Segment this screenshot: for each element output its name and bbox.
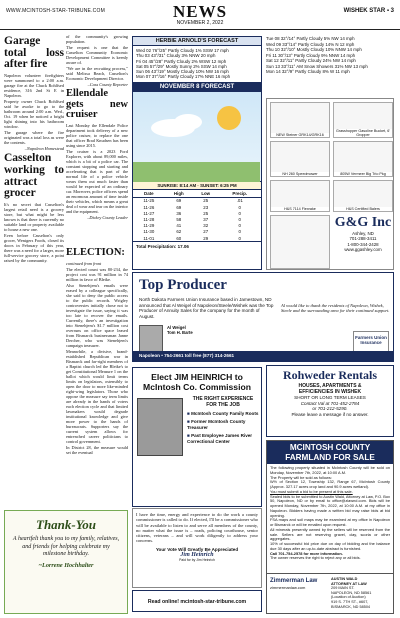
column-header: Precip. <box>218 190 261 198</box>
gg-phone: 1-800-344-2428 <box>347 241 379 247</box>
table-cell: 0 <box>238 216 241 222</box>
table-cell: 25 <box>203 210 209 216</box>
table-cell: 62 <box>176 229 182 235</box>
table-cell: 0 <box>238 204 241 210</box>
headline-casselton: Casselton working to attract grocer <box>4 152 64 200</box>
column-2 <box>66 246 128 506</box>
story-paragraph: Napoleon volunteer firefighters were summoned to a 2:00 a.m. garage fire at the Chuck Rohlfsed residence, 316 2nd St E in Napoleon. <box>4 73 64 99</box>
farmland-sale-ad <box>266 440 394 614</box>
ground-icon <box>133 162 260 182</box>
table-cell: .01 <box>236 198 243 204</box>
machine-photo: NEW Steiner GRK14/GRK16 <box>270 102 330 138</box>
forecast-day: Sun 13 33°/11° AM Snow Showers 31% NW 13 mph <box>266 63 368 69</box>
top-producer-text: North Dakota Farmers Union Insurance based in Jamestown, ND announced that Al Weigel of Napoleon/Steele/Wishek was the Top Producer of Annuity Sales for the company for the month of August. <box>139 297 274 319</box>
farmland-footer <box>267 573 393 613</box>
rentals-note: Please leave a message if no answer. <box>291 411 369 417</box>
elect-bullet: ■ Former McIntosh County Treasurer <box>187 419 259 430</box>
continued-note: continued from front <box>66 260 102 266</box>
producer-caption: Al Weigel Tom H. Barte <box>167 325 193 335</box>
machine-photo: NH 260 Speedmower <box>270 141 330 177</box>
forecast-day: Sun 06 43°/19° Mostly Cloudy 10% NW 16 mph <box>136 69 229 75</box>
statement-signature: Jim Heinrich <box>180 551 214 558</box>
zimmerman-logo: Zimmerman Law zimmermanlaw.com <box>270 578 318 590</box>
story-paragraph: Meanwhile, a divisive, brand-established Republican war in Bismarck and far-right members of a Baptist church led the Bleike's to get Constitutional Measure 1 on the ballot which would limit terms limits on legislators, ostensibly to open the door to more like-minded right-wing legislators. Those who oppose the measure say term limits are already in the hands of voters each election cycle and that limited lawmakers would degrade institutional knowledge and give more power to the hands of bureaucrats. Supporters say the current system allows for entrenched career politicians to control government. <box>66 348 128 444</box>
rentals-line: EFFICIENCIES IN WISHEK <box>298 389 362 395</box>
forecast-day: Thu 03 43°/31° Cloudy 3% NNW 20 mph <box>136 53 216 59</box>
table-cell: 11-28 <box>143 216 155 222</box>
column-header: Low <box>193 190 218 198</box>
table-cell: 11-25 <box>143 198 155 204</box>
table-cell: 60 <box>176 235 182 241</box>
forecast-day: Mon 14 32°/9° Partly Cloudy 8% W 11 mph <box>266 69 350 74</box>
producer-quote: Al would like to thank the residents of Napoleon, Wishek, Steele and the surrounding area for their continued support. <box>281 303 390 314</box>
daily-forecast-list <box>133 46 261 82</box>
candidate-statement <box>132 508 262 588</box>
column-header: High <box>165 190 193 198</box>
producer-contact-bar: Napoleon • 754-2661 toll free (877) 314-2661 <box>133 351 393 361</box>
table-cell: 0 <box>238 229 241 235</box>
candidate-photo <box>137 398 183 456</box>
headline-garage: Garage total loss after fire <box>4 35 64 71</box>
story-paragraph: The cruiser is a 2023 Ford Explorer, with about 89,000 miles, which is a bit of a police car. The constant stopping and starting and accelerating that is part of the normal life of a police vehicle wears them out much faster than would be expected of an ordinary car. Moreover, police officers spend an enormous amount of time inside their vehicles, which means a great deal of wear and tear on the interior and the equipment. <box>66 149 128 215</box>
gg-website[interactable]: www.ggashley.com <box>344 246 382 252</box>
table-cell: 29 <box>203 235 209 241</box>
story-credit: –Napoleon Homestead <box>24 146 64 152</box>
story-paragraph: "We are in the recruiting process," said Melissa Beach, Casselton's Economic Development Director. <box>66 66 128 81</box>
headline-election: ELECTION: <box>66 247 125 258</box>
table-cell: 11-26 <box>143 204 155 210</box>
table-cell: 0 <box>238 235 241 241</box>
table-cell: 23 <box>203 204 209 210</box>
farmland-body: The following property situated in McIntosh County will be sold on Monday, November 7th, 2022, at 10:00 A.M. The Property will be sold as follows: W½ of Section 12, Township 132, Range 67, McIntosh County (Approx. 327.17 acres crop land and 90.9 acres wetland). You must submit a bid to be present at this sale. Sealed bids to be submitted to Austin Wald, Attorney at Law, P.O. Box 50, Napoleon, ND or by email to office@zlawnd.com. Bids will be opened Monday, November 7th, 2022, at 10:00 A.M. at my office in Napoleon. Bidders having made a written bid may raise bids at bid opening. FSA maps and soil maps may be examined at my office in Napoleon or Bismarck or will be emailed upon request. All minerals presently owned by the sellers will be reserved from the sale. Sellers are not reserving gravel, clay, scoria or other aggregates. 10% of successful bid price due on day of bidding and the balance due 30 days after an up-to-date abstract is furnished. Call 701-754-2578 for more information. The owner reserves the right to reject any or all bids. <box>270 465 390 561</box>
issue-date: NOVEMBER 2, 2022 <box>176 20 224 26</box>
story-credit: –Dickey County Leader <box>87 215 128 221</box>
paid-for-note: Paid for by Jim Heinrich <box>179 557 215 562</box>
site-url[interactable]: WWW.MCINTOSH-STAR-TRIBUNE.COM <box>6 8 105 14</box>
table-header-row <box>133 190 261 198</box>
machine-photo: H&S 7114 Flexrake <box>270 180 330 212</box>
weather-forecast <box>132 36 262 270</box>
elect-points <box>187 396 259 444</box>
thank-you-signature: ~Lorrene Hochhalter <box>38 561 94 569</box>
table-cell: 32 <box>203 223 209 229</box>
forecast-day: Tue 08 32°/14° Partly Cloudy 5% NW 14 mph <box>266 36 355 41</box>
table-cell: 69 <box>176 198 182 204</box>
section-title: NEWS <box>172 2 228 21</box>
forecast-day: Thu 10 32°/10° Mostly Cloudy 10% NNW 14 mph <box>266 47 362 52</box>
story-paragraph: The garage where the fire originated was a total loss as were the contents. <box>4 130 64 146</box>
forecast-day: Sat 12 32°/11° Partly Cloudy 24% NW 14 mph <box>266 58 356 63</box>
rentals-line: SHORT OR LONG TERM LEASES <box>294 395 366 400</box>
top-producer-heading: Top Producer <box>139 277 227 293</box>
table-cell: 11-27 <box>143 210 155 216</box>
rentals-line: HOUSES, APARTMENTS & <box>298 383 362 389</box>
table-cell: 27 <box>203 229 209 235</box>
story-credit: –Cass County Reporter <box>87 82 128 87</box>
gg-phone: 701-288-3411 <box>349 236 377 242</box>
table-cell: 11-29 <box>143 223 155 229</box>
extended-forecast <box>266 36 394 98</box>
forecast-day: Wed 09 33°/14° Partly Cloudy 14% N 12 mph <box>266 41 355 47</box>
sun-icon <box>217 106 241 130</box>
top-producer-ad <box>132 272 394 362</box>
statement-text: I have the time, energy and experience to do the work a county commissioner is called to do. If elected, I'll be a commissioner who will be available to listen to and serve all members of the county, no matter what the issue is – roads, policing courthouse, senior citizens, veterans – and will work diligently to address your concerns. <box>136 512 258 544</box>
column-1 <box>4 34 64 506</box>
gg-equipment-ad[interactable] <box>266 98 394 270</box>
tractor-photo <box>270 215 330 269</box>
table-cell: 11-30 <box>143 229 155 235</box>
rentals-phone: or 701-212-5290. <box>312 406 348 412</box>
elect-heading: Elect JIM HEINRICH to McIntosh Co. Commission <box>143 372 251 392</box>
elect-bullet: ■ McIntosh County Family Roots <box>187 411 259 416</box>
table-cell: 69 <box>176 204 182 210</box>
sun-times: SUNRISE: 8:14 AM · SUNSET: 6:25 PM <box>133 182 261 190</box>
forecast-day: Wed 02 76°/25° Partly Cloudy 1% SSW 17 mph <box>136 48 229 53</box>
column-header: Date <box>133 190 165 198</box>
table-cell: 41 <box>176 223 182 229</box>
forecast-title: HERBIE ARNOLD'S FORECAST <box>133 37 261 46</box>
thank-you-card <box>4 510 128 614</box>
forecast-day: Sat 05 57°/29° Mostly Sunny 2% SSW 14 mph <box>136 63 227 69</box>
story-paragraph: Last Monday the Ellendale Police department took delivery of a new police cruiser, to replace the one that officer Brad Knudsen has been using since 2015. <box>66 123 128 149</box>
rohweder-rentals-ad <box>266 365 394 437</box>
column-3 <box>66 34 128 244</box>
forecast-day: Mon 07 37°/16° Partly Cloudy 17% NNE 16 mph <box>136 74 231 80</box>
gg-contact <box>333 215 393 269</box>
rentals-phone: Contact Val at 701-452-2784 <box>300 400 360 406</box>
thank-you-text: A heartfelt thank you to my family, relatives, and friends for helping celebrate my milestone birthday. <box>12 536 120 557</box>
read-online-banner[interactable]: Read online! mcintosh-star-tribune.com <box>132 590 262 612</box>
story-paragraph: of the community's growing population. <box>66 34 128 44</box>
story-paragraph: Even before Casselton's only grocer, Wenigers Foods, closed its doors in February of this year, there was a need for a larger, more full-service grocery store, a point raised by the community. <box>4 233 64 264</box>
story-paragraph: In District 28, the measure would set the eventual <box>66 444 128 455</box>
story-paragraph: Also Stenehjem's emails were erased by a colleague specifically, she said to deny the public access to the public records. Wrigley controversies initially chose not to investigate the issue, saying it was too late to recover the emails. Currently, there's an investigation into Stenehjem's $1.7 million cost overruns on office space leased from Bismarck businessman Janne Dercher, who was Stenehjem's campaign treasurer. <box>66 282 128 348</box>
masthead <box>0 0 400 30</box>
story-paragraph: The request is one that the Casselton Community Economic Development Committee is keenly aware of. <box>66 45 128 65</box>
forecast-day: Fri 11 30°/13° Partly Cloudy 9% NNW 14 mph <box>266 52 356 58</box>
table-cell: 36 <box>176 210 182 216</box>
machine-photo: 805W Vermeer Big Trio Pkg <box>333 141 393 177</box>
elect-bullet: ■ Past Employee James River Correctional Center <box>187 433 259 444</box>
farmland-heading: MCINTOSH COUNTY FARMLAND FOR SALE <box>267 441 393 464</box>
total-precipitation: Total Precipitation: 17.06 <box>133 241 261 251</box>
gg-city: Ashley, ND <box>352 231 374 236</box>
story-paragraph: It's no secret that Casselton's largest retail need is a grocery store, but what might be less known is that there is currently no suitable land or property available to house a new one. <box>4 202 64 233</box>
table-cell: 58 <box>176 216 182 222</box>
story-paragraph: The elected count was 80-234, the project cost was 91 million in 74 million in favor of Bleike. <box>66 266 128 282</box>
elect-subheading: THE RIGHT EXPERIENCE FOR THE JOB <box>192 396 254 408</box>
gg-logo: G&G Inc <box>334 215 392 230</box>
farmers-union-logo: Farmers Union Insurance <box>353 331 389 353</box>
forecast-day: Fri 04 45°/28° Partly Cloudy 2% WSW 12 mph <box>136 58 227 64</box>
attorney-address: AUSTIN WALD ATTORNEY AT LAW 209 MAIN ST. NAPOLEON, ND 58561 (Location of Auction) 919 S. 7TH ST., #607, BISMARCK, ND 58504 <box>331 577 372 609</box>
story-paragraph: Property owner Chuck Rohlfsed said he awoke to go to the bathroom around 2:00 a.m. Wed., Oct. 19 when he noticed a bright light shining into his bathroom window. <box>4 99 64 130</box>
page-marker: WISHEK STAR ▪ 3 <box>343 8 394 14</box>
table-row <box>133 197 261 204</box>
thank-you-heading: Thank-You <box>36 517 96 532</box>
headline-ellendale: Ellendale gets new cruiser <box>66 88 128 121</box>
table-cell: 0 <box>238 210 241 216</box>
sky-icon <box>133 92 260 182</box>
forecast-banner: NOVEMBER 8 FORECAST <box>133 82 261 92</box>
cloud-icon <box>174 114 202 130</box>
rohweder-name: Rohweder Rentals <box>282 368 378 382</box>
table-cell: 11-01 <box>143 235 155 241</box>
weather-table <box>133 190 261 241</box>
elect-heinrich-ad <box>132 367 262 507</box>
statement-vote: Your Vote Will Greatly Be Appreciated <box>155 546 239 552</box>
forecast-illustration <box>133 92 261 182</box>
table-cell: 25 <box>203 198 209 204</box>
table-cell: 37 <box>203 216 209 222</box>
table-cell: 0 <box>238 223 241 229</box>
machine-photo: Grasshopper Gasoline Bucket, 6' Gropper <box>333 102 393 138</box>
machine-photo: H&S Certified Balers <box>333 180 393 212</box>
